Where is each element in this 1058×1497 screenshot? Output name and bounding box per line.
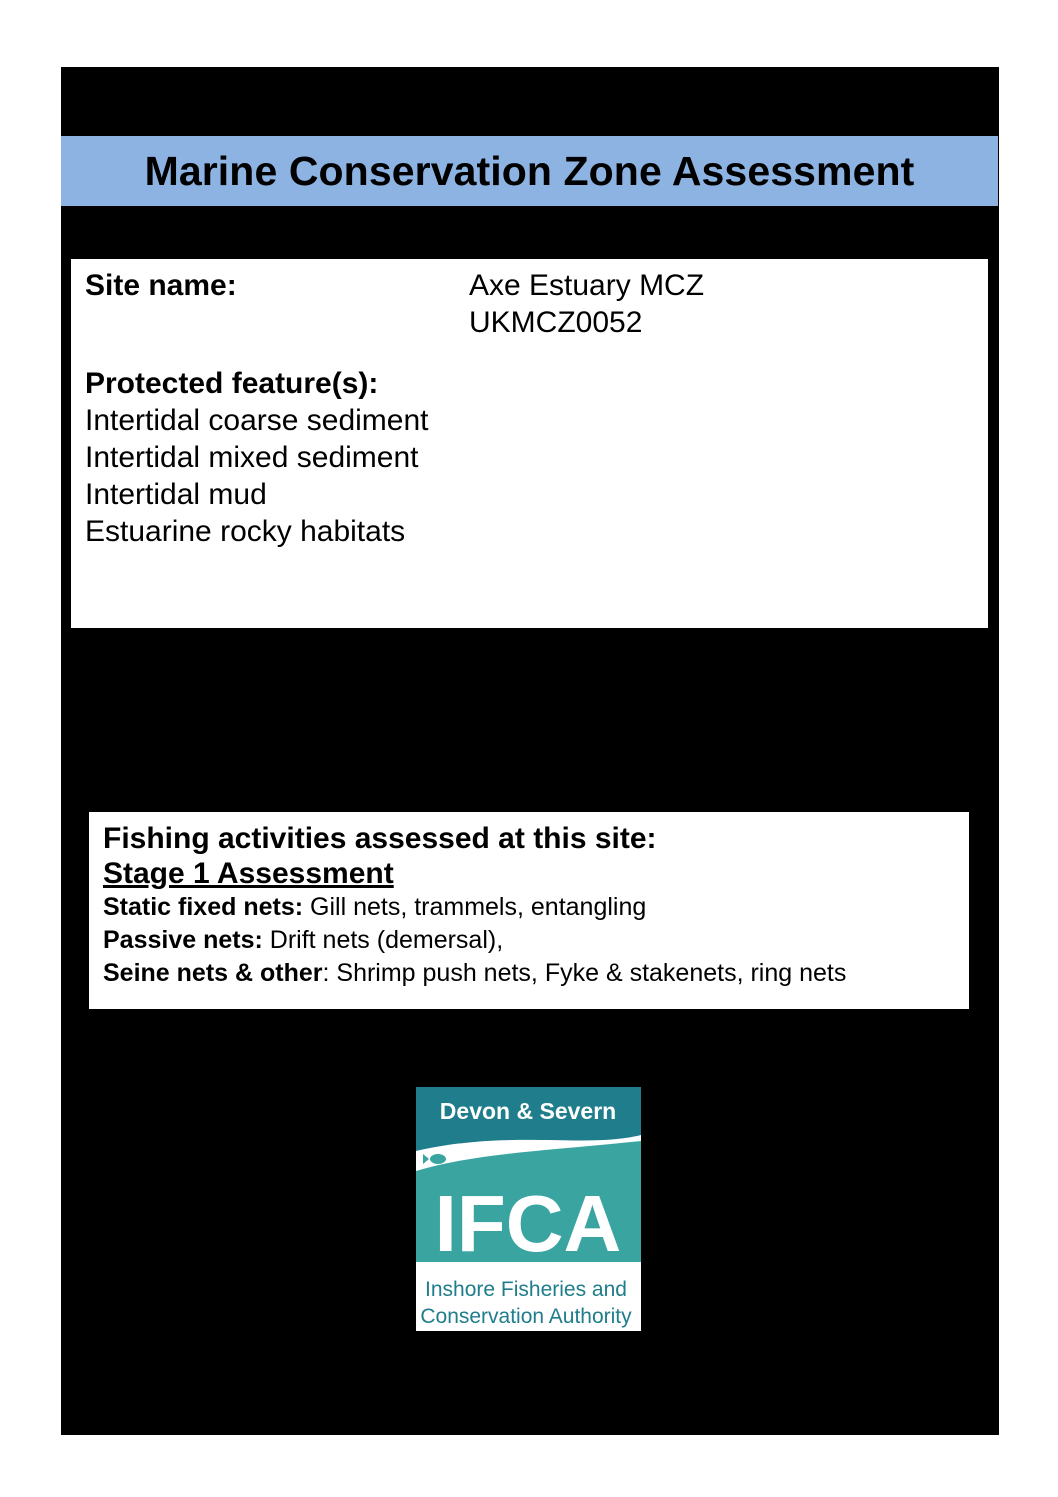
fishing-activities-heading: Fishing activities assessed at this site: [103,822,657,855]
logo-line-2: Conservation Authority [420,1305,632,1328]
activity-line [103,957,955,990]
site-values [469,267,704,341]
logo-acronym: IFCA [434,1179,622,1268]
activity-text: : Shrimp push nets, Fyke & stakenets, ring nets [322,959,847,987]
protected-features-heading: Protected feature(s): [85,367,379,400]
stage-heading: Stage 1 Assessment [103,857,394,890]
activity-label: Passive nets: [103,926,263,954]
feature-item: Intertidal coarse sediment [85,404,429,437]
cover-frame [61,67,999,1435]
activity-line [103,891,955,924]
feature-item: Intertidal mud [85,478,267,511]
activity-label: Static fixed nets: [103,893,304,921]
feature-item: Intertidal mixed sediment [85,441,419,474]
logo-line-1: Inshore Fisheries and [425,1278,627,1301]
site-name-label: Site name: [85,269,237,302]
logo-top-text: Devon & Severn [439,1098,617,1124]
ifca-logo [416,1087,641,1331]
page-title: Marine Conservation Zone Assessment [144,147,915,194]
fish-icon [423,1154,446,1164]
activity-line [103,924,955,957]
activity-text: Drift nets (demersal), [262,926,504,954]
site-name-row [85,267,974,341]
activity-label: Seine nets & other [103,959,323,987]
activity-text: Gill nets, trammels, entangling [303,893,647,921]
site-name-value: Axe Estuary MCZ [469,269,705,302]
site-code-value: UKMCZ0052 [469,306,643,339]
fishing-activities-box [89,812,969,1009]
site-info-box [71,259,988,628]
title-band [61,136,998,206]
feature-item: Estuarine rocky habitats [85,515,406,548]
